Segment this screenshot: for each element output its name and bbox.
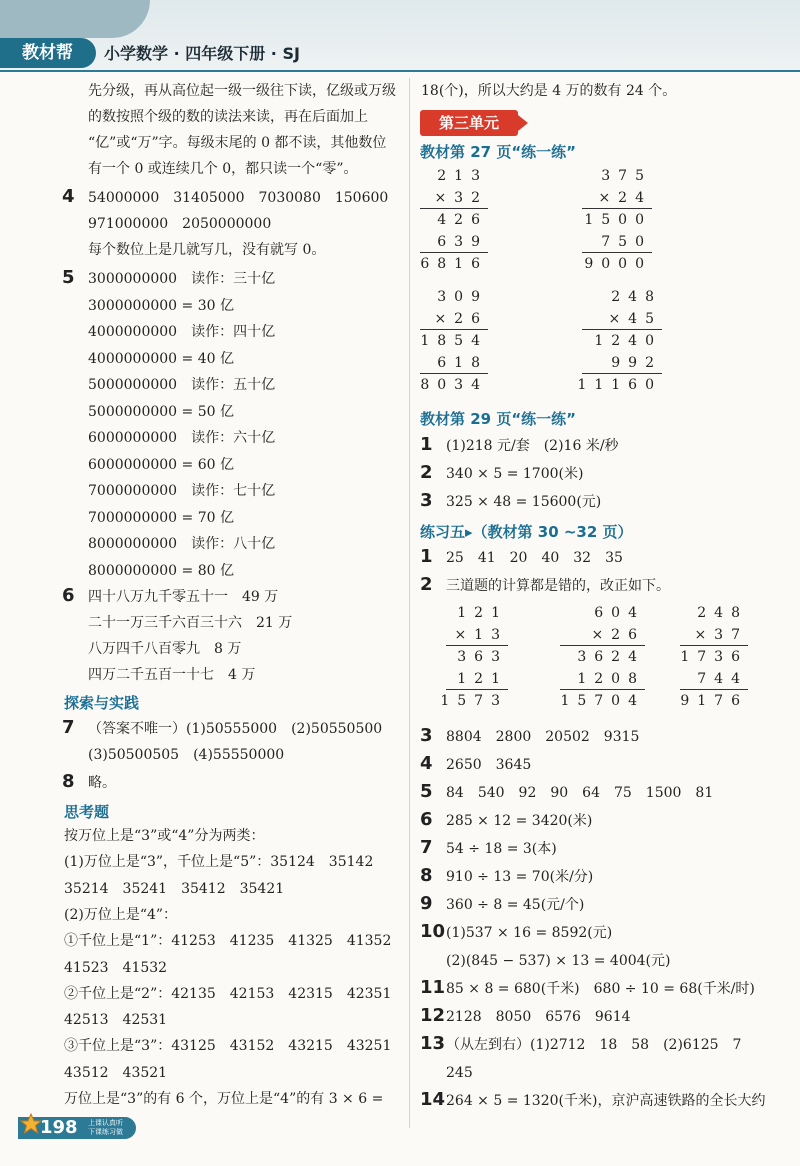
answer-line: 910 ÷ 13 = 70(米/分) [446, 869, 594, 885]
question-number: 3 [420, 725, 433, 746]
calc-row: 744 [697, 671, 748, 687]
calc-row: ×45 [608, 311, 662, 327]
intro-line: 有一个 0 或连续几个 0，都只读一个“零”。 [88, 161, 358, 177]
question-number: 9 [420, 893, 433, 914]
answer-line: 四十八万九千零五十一 49 万 [88, 589, 279, 605]
calc-row: 639 [437, 234, 488, 250]
calc-row: ×26 [591, 627, 645, 643]
calc-rule [446, 645, 508, 646]
answer-line: 41523 41532 [64, 959, 168, 976]
calc-rule [582, 208, 652, 209]
answer-line: 8000000000 = 80 亿 [88, 562, 234, 579]
question-number: 13 [420, 1033, 446, 1054]
section-title: 探索与实践 [64, 694, 140, 712]
answer-line: 略。 [88, 775, 116, 791]
answer-line: 54 ÷ 18 = 3(本) [446, 841, 557, 857]
calc-row: 248 [611, 289, 662, 305]
answer-line: 5000000000 读作：五十亿 [88, 377, 276, 393]
calc-row: 750 [601, 234, 652, 250]
calc-row: 6816 [420, 256, 488, 272]
header-divider [0, 70, 800, 72]
question-number: 1 [420, 434, 433, 455]
answer-line: 4000000000 = 40 亿 [88, 350, 234, 367]
calc-rule [446, 689, 508, 690]
answer-line: 三道题的计算都是错的，改正如下。 [446, 578, 670, 594]
calc-row: 9000 [584, 256, 652, 272]
answer-line: 42513 42531 [64, 1012, 168, 1029]
answer-line: 万位上是“3”的有 6 个，万位上是“4”的有 3 × 6 = [64, 1091, 384, 1107]
unit-badge: 第三单元 [420, 110, 518, 136]
calc-rule [582, 252, 652, 253]
calc-rule [420, 252, 488, 253]
answer-line: (2)万位上是“4”： [64, 906, 178, 923]
answer-line: 6000000000 = 60 亿 [88, 456, 234, 473]
answer-line: (1)537 × 16 = 8592(元) [446, 925, 613, 941]
calc-row: 309 [437, 289, 488, 305]
calc-row: ×13 [454, 627, 508, 643]
calc-rule [582, 329, 662, 330]
answer-line: (2)(845 − 537) × 13 = 4004(元) [446, 953, 671, 969]
answer-line: 二十一万三千六百三十六 21 万 [88, 615, 293, 631]
question-number: 7 [420, 837, 433, 858]
answer-line: (1)218 元/套 (2)16 米/秒 [446, 438, 619, 454]
question-number: 2 [420, 574, 433, 595]
star-icon [20, 1113, 42, 1135]
answer-line: ①千位上是“1”：41253 41235 41325 41352 [64, 933, 392, 950]
calc-row: 248 [697, 605, 748, 621]
question-number: 5 [62, 267, 75, 288]
question-number: 3 [420, 490, 433, 511]
calc-row: 426 [437, 212, 488, 228]
calc-rule [420, 373, 488, 374]
question-number: 8 [62, 771, 75, 792]
answer-line: 按万位上是“3”或“4”分为两类： [64, 828, 265, 844]
calc-row: 8034 [420, 377, 488, 393]
answer-line: 7000000000 = 70 亿 [88, 509, 234, 526]
answer-line: 340 × 5 = 1700(米) [446, 466, 584, 482]
calc-rule [560, 645, 645, 646]
calc-row: 9176 [680, 693, 748, 709]
answer-line: 八万四千八百零九 8 万 [88, 641, 242, 657]
calc-row: 992 [611, 355, 662, 371]
answer-line: 8804 2800 20502 9315 [446, 729, 640, 745]
question-number: 4 [62, 186, 75, 207]
answer-line: 8000000000 读作：八十亿 [88, 536, 276, 552]
answer-line: 7000000000 读作：七十亿 [88, 483, 276, 499]
column-divider [409, 78, 410, 1128]
answer-line: 84 540 92 90 64 75 1500 81 [446, 785, 714, 801]
question-number: 12 [420, 1005, 446, 1026]
answer-line: 360 ÷ 8 = 45(元/个) [446, 897, 585, 913]
section-title: 教材第 29 页“练一练” [420, 410, 577, 428]
calc-rule [582, 373, 662, 374]
question-number: 2 [420, 462, 433, 483]
calc-row: 1854 [420, 333, 488, 349]
intro-line: 先分级，再从高位起一级一级往下读，亿级或万级 [88, 83, 396, 99]
header-tab [0, 0, 150, 38]
calc-row: 1736 [680, 649, 748, 665]
calc-row: ×37 [694, 627, 748, 643]
answer-line: (3)50500505 (4)55550000 [88, 747, 285, 763]
question-number: 10 [420, 921, 446, 942]
brand-label: 教材帮 [0, 38, 96, 68]
calc-row: 1500 [584, 212, 652, 228]
answer-line: 2650 3645 [446, 757, 532, 773]
calc-row: 1208 [577, 671, 645, 687]
calc-row: ×32 [434, 190, 488, 206]
calc-row: ×26 [434, 311, 488, 327]
calc-row: 121 [457, 671, 508, 687]
question-number: 5 [420, 781, 433, 802]
question-number: 6 [420, 809, 433, 830]
answer-line: 35214 35241 35412 35421 [64, 880, 285, 897]
answer-line: 43512 43521 [64, 1064, 168, 1081]
calc-rule [680, 645, 748, 646]
question-number: 6 [62, 585, 75, 606]
question-number: 14 [420, 1089, 446, 1110]
answer-line: 每个数位上是几就写几，没有就写 0。 [88, 242, 326, 258]
answer-line: （答案不唯一）(1)50555000 (2)50550500 [88, 721, 383, 737]
calc-row: 15704 [560, 693, 645, 709]
answer-line: ③千位上是“3”：43125 43152 43215 43251 [64, 1038, 392, 1055]
section-title: 教材第 27 页“练一练” [420, 143, 577, 161]
question-number: 7 [62, 717, 75, 738]
calc-row: ×24 [598, 190, 652, 206]
calc-row: 375 [601, 168, 652, 184]
page-number: 198 [40, 1117, 78, 1138]
intro-line: 的数按照个级的数的读法来读，再在后面加上 [88, 109, 368, 125]
answer-line: 285 × 12 = 3420(米) [446, 813, 593, 829]
answer-line: 四万二千五百一十七 4 万 [88, 667, 256, 683]
answer-line: 54000000 31405000 7030080 150600 [88, 190, 389, 206]
calc-row: 618 [437, 355, 488, 371]
calc-rule [420, 208, 488, 209]
calc-rule [560, 689, 645, 690]
intro-line: “亿”或“万”字。每级末尾的 0 都不读，其他数位 [88, 135, 387, 151]
continued-line: 18(个)，所以大约是 4 万的数有 24 个。 [421, 83, 677, 99]
answer-line: 85 × 8 = 680(千米) 680 ÷ 10 = 68(千米/时) [446, 981, 755, 997]
calc-row: 1573 [440, 693, 508, 709]
question-number: 1 [420, 546, 433, 567]
answer-line: 245 [446, 1065, 473, 1081]
question-number: 11 [420, 977, 446, 998]
calc-row: 3624 [577, 649, 645, 665]
answer-line: 264 × 5 = 1320(千米)，京沪高速铁路的全长大约 [446, 1093, 766, 1109]
answer-line: 25 41 20 40 32 35 [446, 550, 623, 566]
answer-line: 2128 8050 6576 9614 [446, 1009, 631, 1025]
answer-line: 3000000000 读作：三十亿 [88, 271, 276, 287]
answer-line: ②千位上是“2”：42135 42153 42315 42351 [64, 985, 392, 1002]
question-number: 8 [420, 865, 433, 886]
calc-rule [680, 689, 748, 690]
answer-line: 325 × 48 = 15600(元) [446, 494, 602, 510]
section-title: 思考题 [64, 803, 110, 821]
page-title: 小学数学 · 四年级下册 · SJ [104, 44, 300, 63]
calc-row: 121 [457, 605, 508, 621]
calc-row: 11160 [577, 377, 662, 393]
question-number: 4 [420, 753, 433, 774]
calc-row: 363 [457, 649, 508, 665]
calc-row: 1240 [594, 333, 662, 349]
calc-row: 213 [437, 168, 488, 184]
footer-motto: 上课认真听 下课练习做 [88, 1119, 123, 1136]
answer-line: 3000000000 = 30 亿 [88, 297, 234, 314]
answer-line: 971000000 2050000000 [88, 216, 272, 232]
section-title: 练习五▸（教材第 30 ~32 页） [420, 523, 633, 541]
answer-line: 6000000000 读作：六十亿 [88, 430, 276, 446]
answer-line: 5000000000 = 50 亿 [88, 403, 234, 420]
answer-line: （从左到右）(1)2712 18 58 (2)6125 7 [446, 1037, 742, 1053]
answer-line: (1)万位上是“3”，千位上是“5”：35124 35142 [64, 854, 374, 871]
calc-rule [420, 329, 488, 330]
calc-row: 604 [594, 605, 645, 621]
answer-line: 4000000000 读作：四十亿 [88, 324, 276, 340]
